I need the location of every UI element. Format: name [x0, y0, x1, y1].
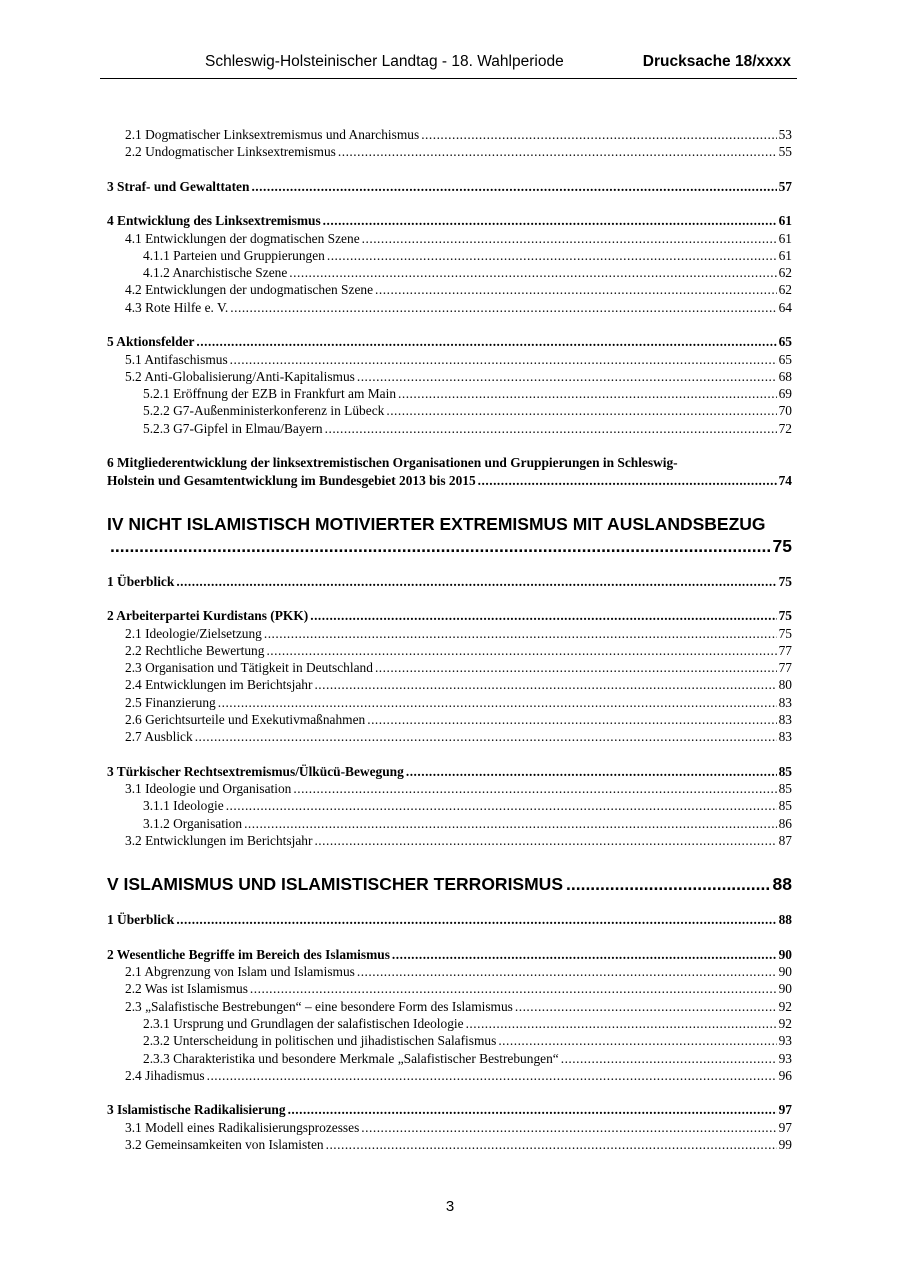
toc-entry-page: 87: [778, 833, 792, 849]
toc-entry-title: 2.6 Gerichtsurteile und Exekutivmaßnahmen: [125, 712, 366, 728]
toc-entry-title: 5.2.2 G7-Außenministerkonferenz in Lübeck: [143, 403, 385, 419]
toc-entry-title: 3.1 Ideologie und Organisation: [125, 781, 292, 797]
dot-leader: [367, 711, 776, 728]
toc-entry-page: 69: [778, 386, 792, 402]
toc-entry[interactable]: [107, 368, 792, 385]
toc-entry-title: 2.3.3 Charakteristika und besondere Merkmale „Salafistischer Bestrebungen“: [143, 1050, 559, 1066]
toc-entry-page: 83: [778, 712, 792, 728]
toc-entry-page: 90: [778, 964, 792, 980]
toc-entry-page: 74: [778, 472, 792, 488]
toc-entry[interactable]: [107, 832, 792, 849]
toc-section[interactable]: [107, 178, 792, 195]
toc-section[interactable]: [107, 573, 792, 590]
toc-entry-title: 2.3.2 Unterscheidung in politischen und jihadistischen Salafismus: [143, 1033, 497, 1049]
dot-leader: [176, 911, 776, 928]
toc-entry[interactable]: [107, 299, 792, 316]
toc-entry-title: 5.2.3 G7-Gipfel in Elmau/Bayern: [143, 420, 323, 436]
chapter-title: IV NICHT ISLAMISTISCH MOTIVIERTER EXTREMISMUS MIT AUSLANDSBEZUG: [107, 513, 766, 534]
toc-chapter[interactable]: [107, 867, 792, 895]
toc-entry-page: 96: [778, 1067, 792, 1083]
toc-entry[interactable]: [107, 625, 792, 642]
toc-entry-title: 3.1 Modell eines Radikalisierungsprozesses: [125, 1119, 360, 1135]
toc-entry[interactable]: [107, 728, 792, 745]
toc-entry-title: 4.3 Rote Hilfe e. V.: [125, 299, 229, 315]
toc-section[interactable]: [107, 946, 792, 963]
toc-entry-title: 3.1.1 Ideologie: [143, 798, 224, 814]
dot-leader: [478, 472, 777, 489]
toc-entry-page: 97: [778, 1119, 792, 1135]
toc-entry[interactable]: [107, 1136, 792, 1153]
dot-leader: [110, 535, 770, 557]
page-header: [100, 52, 797, 79]
toc-section[interactable]: [107, 1101, 792, 1118]
toc-entry-page: 90: [778, 981, 792, 997]
toc-entry-page: 55: [778, 144, 792, 160]
toc-entry[interactable]: [107, 980, 792, 997]
toc-entry[interactable]: [107, 659, 792, 676]
dot-leader: [226, 797, 777, 814]
dot-leader: [357, 368, 777, 385]
dot-leader: [314, 832, 776, 849]
dot-leader: [325, 420, 777, 437]
toc-entry-page: 61: [778, 247, 792, 263]
toc-entry-title: 5.2.1 Eröffnung der EZB in Frankfurt am Main: [143, 386, 397, 402]
toc-entry-page: 83: [778, 694, 792, 710]
dot-leader: [264, 625, 777, 642]
toc-entry-title: 2 Wesentliche Begriffe im Bereich des Islamismus: [107, 946, 390, 962]
toc-entry-title: 2.3.1 Ursprung und Grundlagen der salafistischen Ideologie: [143, 1016, 464, 1031]
toc-entry-title: 2.4 Entwicklungen im Berichtsjahr: [125, 677, 313, 693]
toc-entry-page: 62: [778, 282, 792, 298]
toc-entry-page: 80: [778, 677, 792, 693]
toc-entry[interactable]: [107, 963, 792, 980]
toc-entry-title: 2.2 Undogmatischer Linksextremismus: [125, 144, 336, 160]
dot-leader: [230, 351, 777, 368]
toc-entry-page: 93: [778, 1033, 792, 1049]
toc-entry-page: 88: [778, 912, 792, 928]
toc-entry-title: 2.7 Ausblick: [125, 729, 193, 745]
toc-entry-title: 2 Arbeiterpartei Kurdistans (PKK): [107, 608, 309, 624]
toc-entry[interactable]: [107, 642, 792, 659]
toc-entry-title: 3.1.2 Organisation: [143, 815, 243, 831]
dot-leader: [515, 998, 777, 1015]
toc-entry-title: 3 Türkischer Rechtsextremismus/Ülkücü-Bewegung: [107, 763, 404, 779]
dot-leader: [561, 1050, 777, 1067]
toc-entry-page: 93: [778, 1050, 792, 1066]
dot-leader: [244, 815, 777, 832]
toc-entry[interactable]: [107, 281, 792, 298]
toc-entry-page: 62: [778, 265, 792, 281]
toc-entry[interactable]: [107, 1032, 792, 1049]
toc-entry-title: 4 Entwicklung des Linksextremismus: [107, 213, 321, 229]
toc-entry[interactable]: [107, 780, 792, 797]
toc-entry-page: 57: [778, 178, 792, 194]
dot-leader: [207, 1067, 777, 1084]
dot-leader: [251, 178, 776, 195]
dot-leader: [338, 143, 777, 160]
toc-entry-page: 75: [778, 625, 792, 641]
toc-entry-title: 2.2 Rechtliche Bewertung: [125, 642, 265, 658]
toc-entry-page: 65: [778, 351, 792, 367]
toc-section-multiline[interactable]: [107, 454, 792, 489]
toc-entry-title: 4.1.1 Parteien und Gruppierungen: [143, 247, 325, 263]
toc-entry[interactable]: [107, 385, 792, 402]
dot-leader: [357, 963, 777, 980]
toc-entry[interactable]: [107, 694, 792, 711]
toc-entry-title: 2.3 „Salafistische Bestrebungen“ – eine besondere Form des Islamismus: [125, 998, 513, 1014]
toc-entry[interactable]: [107, 1067, 792, 1084]
toc-chapter[interactable]: [107, 507, 792, 557]
chapter-page: 75: [772, 535, 792, 556]
dot-leader: [323, 212, 777, 229]
toc-entry[interactable]: [107, 420, 792, 437]
dot-leader: [398, 385, 777, 402]
toc-entry-page: 77: [778, 642, 792, 658]
chapter-page: 88: [772, 874, 792, 895]
dot-leader: [327, 247, 777, 264]
toc-entry-page: 97: [778, 1102, 792, 1118]
toc-entry-page: 86: [778, 815, 792, 831]
toc-entry[interactable]: [107, 711, 792, 728]
page-number: 3: [445, 1198, 455, 1215]
toc-entry[interactable]: [107, 247, 792, 264]
dot-leader: [566, 873, 770, 895]
toc-entry-title: 2.4 Jihadismus: [125, 1067, 205, 1083]
dot-leader: [196, 333, 776, 350]
toc-entry-page: 61: [778, 230, 792, 246]
toc-section[interactable]: [107, 212, 792, 229]
toc-entry-page: 92: [778, 1016, 792, 1031]
document-number: Drucksache 18/xxxx: [642, 53, 791, 70]
toc-entry-title-line2: Holstein und Gesamtentwicklung im Bundesgebiet 2013 bis 2015: [107, 472, 476, 488]
dot-leader: [195, 728, 777, 745]
toc-entry-title: 4.1.2 Anarchistische Szene: [143, 265, 288, 281]
toc-section[interactable]: [107, 333, 792, 350]
toc-entry[interactable]: [107, 797, 792, 814]
toc-section[interactable]: [107, 911, 792, 928]
toc-entry[interactable]: [107, 143, 792, 160]
toc-entry-page: 61: [778, 213, 792, 229]
toc-entry-title: 2.5 Finanzierung: [125, 694, 216, 710]
toc-entry-page: 53: [778, 127, 792, 142]
toc-entry[interactable]: [107, 998, 792, 1015]
toc-entry-title: 2.3 Organisation und Tätigkeit in Deutschland: [125, 660, 373, 676]
dot-leader: [375, 659, 777, 676]
dot-leader: [421, 126, 776, 143]
dot-leader: [250, 980, 777, 997]
toc-entry-title: 1 Überblick: [107, 573, 175, 589]
toc-entry-title: 3 Straf- und Gewalttaten: [107, 178, 250, 194]
toc-entry-page: 68: [778, 368, 792, 384]
dot-leader: [218, 694, 777, 711]
dot-leader: [386, 402, 776, 419]
toc-entry-page: 99: [778, 1136, 792, 1152]
toc-entry-page: 85: [778, 798, 792, 814]
toc-entry[interactable]: [107, 402, 792, 419]
dot-leader: [288, 1101, 777, 1118]
toc-entry[interactable]: [107, 351, 792, 368]
toc-entry-title: 3.2 Entwicklungen im Berichtsjahr: [125, 833, 313, 849]
toc-entry-title: 3.2 Gemeinsamkeiten von Islamisten: [125, 1136, 324, 1152]
toc-entry-title: 5 Aktionsfelder: [107, 334, 195, 350]
dot-leader: [230, 299, 776, 316]
toc-entry-page: 85: [778, 781, 792, 797]
dot-leader: [326, 1136, 777, 1153]
toc-entry-title-line1: 6 Mitgliederentwicklung der linksextremistischen Organisationen und Gruppierungen in Schleswig-: [107, 455, 678, 471]
dot-leader: [289, 264, 776, 281]
dot-leader: [392, 946, 777, 963]
toc-entry-page: 90: [778, 946, 792, 962]
chapter-title: V ISLAMISMUS UND ISLAMISTISCHER TERRORISMUS: [107, 874, 563, 895]
toc-entry-title: 4.2 Entwicklungen der undogmatischen Szene: [125, 282, 374, 298]
toc-entry-title: 5.1 Antifaschismus: [125, 351, 228, 367]
toc-entry[interactable]: [107, 1119, 792, 1136]
toc-entry-page: 75: [778, 573, 792, 589]
toc-entry-title: 2.1 Abgrenzung von Islam und Islamismus: [125, 964, 355, 980]
toc-entry[interactable]: [107, 815, 792, 832]
dot-leader: [293, 780, 776, 797]
toc-section[interactable]: [107, 763, 792, 780]
dot-leader: [310, 607, 776, 624]
header-title: Schleswig-Holsteinischer Landtag - 18. Wahlperiode: [205, 53, 564, 70]
toc-entry[interactable]: [107, 676, 792, 693]
toc-entry-title: 2.1 Ideologie/Zielsetzung: [125, 625, 262, 641]
table-of-contents: [107, 126, 792, 1153]
toc-entry-title: 3 Islamistische Radikalisierung: [107, 1102, 286, 1118]
toc-entry-title: 2.1 Dogmatischer Linksextremismus und Anarchismus: [125, 127, 420, 142]
toc-entry-page: 64: [778, 299, 792, 315]
toc-entry-page: 83: [778, 729, 792, 745]
toc-entry-page: 65: [778, 334, 792, 350]
toc-entry-title: 2.2 Was ist Islamismus: [125, 981, 248, 997]
dot-leader: [362, 230, 777, 247]
dot-leader: [314, 676, 776, 693]
toc-entry-page: 85: [778, 763, 792, 779]
toc-entry-page: 92: [778, 998, 792, 1014]
toc-entry-page: 70: [778, 403, 792, 419]
toc-section[interactable]: [107, 607, 792, 624]
toc-entry-page: 75: [778, 608, 792, 624]
toc-entry-page: 72: [778, 420, 792, 436]
dot-leader: [498, 1032, 776, 1049]
dot-leader: [266, 642, 776, 659]
dot-leader: [176, 573, 776, 590]
toc-entry-title: 5.2 Anti-Globalisierung/Anti-Kapitalismus: [125, 368, 355, 384]
toc-entry-title: 4.1 Entwicklungen der dogmatischen Szene: [125, 230, 360, 246]
toc-entry[interactable]: [107, 230, 792, 247]
dot-leader: [466, 1015, 777, 1032]
toc-entry-page: 77: [778, 660, 792, 676]
toc-entry[interactable]: [107, 126, 792, 143]
dot-leader: [361, 1119, 776, 1136]
toc-entry[interactable]: [107, 1015, 792, 1032]
toc-entry-title: 1 Überblick: [107, 912, 175, 928]
toc-entry[interactable]: [107, 264, 792, 281]
dot-leader: [375, 281, 777, 298]
toc-entry[interactable]: [107, 1050, 792, 1067]
dot-leader: [406, 763, 777, 780]
